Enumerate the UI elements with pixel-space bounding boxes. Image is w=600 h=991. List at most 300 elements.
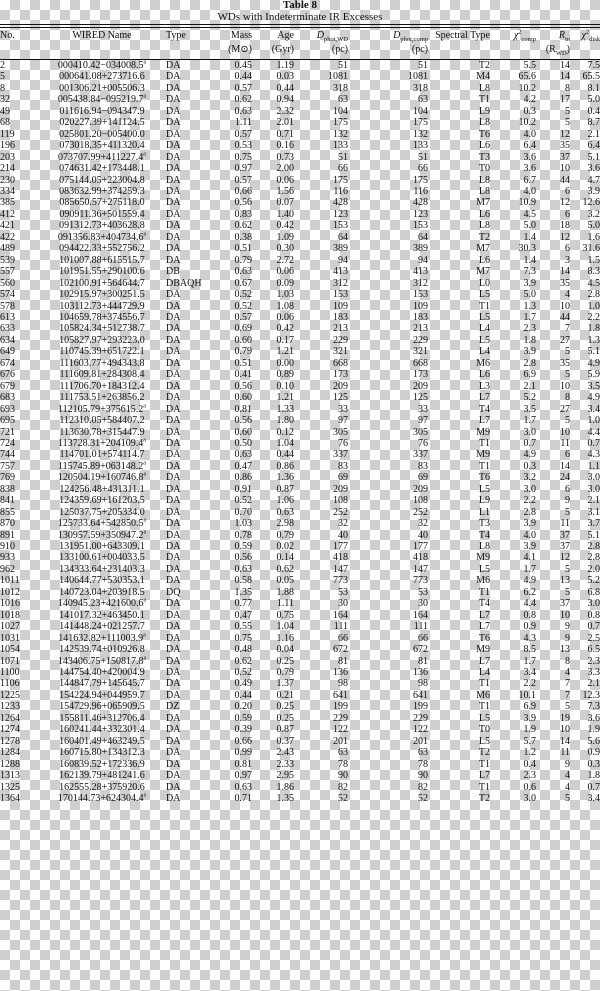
cell-rin (536, 255, 570, 266)
spec-value: M6 (476, 689, 490, 701)
cell-dwd (294, 575, 348, 586)
cell-type (166, 461, 208, 472)
cell-name (38, 209, 166, 220)
rin-value: 35 (560, 140, 570, 152)
cell-chid (570, 713, 600, 724)
dcomp-value: 209 (413, 483, 428, 495)
cell-name (38, 678, 166, 689)
table-row (0, 346, 600, 357)
cell-dcomp (348, 518, 428, 529)
table-row (0, 713, 600, 724)
cell-spec (428, 713, 490, 724)
rin-value: 37 (560, 529, 570, 541)
cell-chic (490, 60, 536, 72)
dcomp-value: 177 (413, 541, 428, 553)
rin-value: 10 (560, 724, 570, 736)
dwd-value: 97 (338, 415, 348, 427)
no-value: 838 (0, 483, 15, 495)
table-row (0, 747, 600, 758)
spec-value: L8 (478, 117, 490, 129)
cell-dwd (294, 633, 348, 644)
cell-name (38, 541, 166, 552)
chic-value: 1.7 (523, 311, 536, 323)
chidisk-superscript: 2 (585, 28, 590, 36)
age-value: 1.03 (276, 289, 294, 301)
rin-value: 8 (565, 392, 570, 404)
no-value: 119 (0, 128, 15, 140)
cell-chic (490, 575, 536, 586)
chid-value: 2.8 (587, 552, 600, 564)
cell-chid (570, 335, 600, 346)
chid-value: 5.2 (587, 575, 600, 587)
cell-type (166, 541, 208, 552)
dwd-value: 177 (333, 541, 348, 553)
cell-dwd (294, 484, 348, 495)
cell-dwd (294, 60, 348, 72)
cell-age (252, 392, 294, 403)
cell-age (252, 289, 294, 300)
cell-dcomp (348, 335, 428, 346)
cell-rin (536, 404, 570, 415)
dcomp-value: 312 (413, 277, 428, 289)
type-value: DA (166, 518, 181, 530)
no-value: 1264 (0, 712, 20, 724)
no-value: 1284 (0, 747, 20, 759)
cell-name (38, 793, 166, 804)
cell-mass (208, 507, 252, 518)
rin-unit-open: (R (545, 44, 556, 55)
age-value: 1.16 (276, 632, 294, 644)
cell-name (38, 495, 166, 506)
chic-value: 2.2 (523, 495, 536, 507)
cell-no (0, 197, 38, 208)
chic-value: 3.2 (523, 472, 536, 484)
chic-value: 5.0 (523, 220, 536, 232)
rin-value: 4 (565, 667, 570, 679)
cell-no (0, 323, 38, 334)
cell-spec (428, 323, 490, 334)
mass-value: 1.35 (234, 586, 252, 598)
mass-value: 0.60 (234, 392, 252, 404)
cell-mass (208, 484, 252, 495)
cell-chic (490, 289, 536, 300)
chic-value: 4.0 (523, 128, 536, 140)
cell-name (38, 507, 166, 518)
cell-chid (570, 747, 600, 758)
name-value: 091356.83+404734.6 (57, 231, 144, 243)
table-row (0, 484, 600, 495)
cell-chic (490, 163, 536, 174)
cell-age (252, 656, 294, 667)
cell-rin (536, 770, 570, 781)
cell-dwd (294, 289, 348, 300)
dcomp-value: 32 (418, 518, 428, 530)
dwd-value: 83 (338, 460, 348, 472)
chid-value: 3.0 (587, 483, 600, 495)
age-value: 1.33 (276, 403, 294, 415)
cell-chid (570, 541, 600, 552)
table-row (0, 782, 600, 793)
cell-chid (570, 461, 600, 472)
cell-rin (536, 621, 570, 632)
cell-dwd (294, 449, 348, 460)
cell-no (0, 461, 38, 472)
cell-chic (490, 415, 536, 426)
type-value: DA (166, 346, 181, 358)
name-value: 085650.57+275118.0 (59, 197, 145, 209)
chic-value: 1.7 (523, 415, 536, 427)
chid-value: 0.3 (587, 758, 600, 770)
cell-spec (428, 163, 490, 174)
dwd-value: 76 (338, 437, 348, 449)
cell-type (166, 404, 208, 415)
chic-value: 2.3 (523, 323, 536, 335)
rin-value: 14 (560, 71, 570, 83)
name-value: 102915.97+300251.5 (59, 289, 145, 301)
age-value: 0.87 (276, 724, 294, 736)
dwd-value: 1081 (328, 71, 348, 83)
mass-value: 0.99 (234, 747, 252, 759)
footnote-marker: a (143, 632, 146, 639)
cell-chid (570, 644, 600, 655)
cell-dwd (294, 186, 348, 197)
name-value: 160715.80+134312.3 (59, 747, 145, 759)
cell-chic (490, 449, 536, 460)
chid-value: 31.6 (582, 243, 600, 255)
rin-value: 13 (560, 575, 570, 587)
spec-value: T3 (478, 151, 490, 163)
type-value: DA (166, 163, 181, 175)
chic-value: 0.4 (523, 758, 536, 770)
cell-rin (536, 266, 570, 277)
cell-chic (490, 427, 536, 438)
cell-type (166, 587, 208, 598)
cell-dwd (294, 266, 348, 277)
name-value: 170144.73+624304.4 (57, 793, 144, 804)
cell-chid (570, 255, 600, 266)
footnote-marker: a (143, 598, 147, 604)
no-value: 933 (0, 552, 15, 564)
cell-dcomp (348, 186, 428, 197)
cell-dcomp (348, 644, 428, 655)
cell-dcomp (348, 633, 428, 644)
rin-value: 12 (560, 128, 570, 140)
cell-mass (208, 564, 252, 575)
no-value: 649 (0, 346, 15, 358)
cell-chic (490, 94, 536, 105)
cell-chid (570, 518, 600, 529)
cell-dcomp (348, 736, 428, 747)
cell-chic (490, 621, 536, 632)
cell-dwd (294, 163, 348, 174)
type-value: DA (166, 151, 181, 163)
cell-chic (490, 713, 536, 724)
mass-value: 0.97 (234, 163, 252, 175)
chicomp-symbol: χ (513, 30, 519, 41)
dwd-value: 173 (333, 369, 348, 381)
cell-name (38, 644, 166, 655)
cell-chid (570, 220, 600, 231)
dcomp-value: 229 (413, 334, 428, 346)
type-value: DA (166, 495, 181, 507)
rin-value: 5 (565, 586, 570, 598)
dwd-value: 51 (338, 151, 348, 163)
mass-value: 0.79 (234, 346, 252, 358)
dcomp-value: 175 (413, 174, 428, 186)
chic-value: 65.6 (518, 71, 536, 83)
type-value: DA (166, 575, 181, 587)
type-value: DA (166, 437, 181, 449)
cell-mass (208, 163, 252, 174)
no-value: 68 (0, 117, 10, 129)
dwd-value: 132 (333, 128, 348, 140)
cell-chid (570, 243, 600, 254)
chid-value: 3.6 (587, 163, 600, 175)
cell-mass (208, 415, 252, 426)
no-value: 2 (0, 60, 5, 71)
cell-no (0, 759, 38, 770)
cell-no (0, 209, 38, 220)
chid-value: 3.7 (587, 518, 600, 530)
cell-mass (208, 587, 252, 598)
mass-value: 0.77 (234, 598, 252, 610)
dcomp-value: 51 (418, 151, 428, 163)
cell-mass (208, 106, 252, 117)
dwd-value: 147 (333, 563, 348, 575)
cell-mass (208, 667, 252, 678)
no-value: 1233 (0, 701, 20, 713)
dcomp-value: 199 (413, 701, 428, 713)
table-row (0, 369, 600, 380)
dcomp-value: 104 (413, 105, 428, 117)
dcomp-value: 418 (413, 552, 428, 564)
cell-dwd (294, 209, 348, 220)
name-value: 162555.28+375920.6 (59, 781, 145, 793)
cell-name (38, 301, 166, 312)
header-units-row (0, 45, 600, 60)
name-value: 091312.73+403628.8 (59, 220, 145, 232)
mass-value: 0.57 (234, 174, 252, 186)
rin-value: 5 (565, 346, 570, 358)
name-value: 075144.05+223004.8 (59, 174, 145, 186)
rin-symbol: R (558, 30, 565, 41)
cell-dcomp (348, 724, 428, 735)
no-value: 230 (0, 174, 15, 186)
cell-dwd (294, 106, 348, 117)
age-value: 0.06 (276, 174, 294, 186)
chid-value: 2.1 (587, 495, 600, 507)
chic-value: 1.2 (523, 747, 536, 759)
cell-mass (208, 83, 252, 94)
cell-mass (208, 793, 252, 804)
cell-chic (490, 255, 536, 266)
no-value: 1027 (0, 621, 20, 633)
type-value: DA (166, 128, 181, 140)
cell-mass (208, 312, 252, 323)
chid-value: 0.7 (587, 437, 600, 449)
table-row (0, 106, 600, 117)
cell-dcomp (348, 175, 428, 186)
spec-value: L8 (478, 82, 490, 94)
cell-dwd (294, 713, 348, 724)
cell-age (252, 83, 294, 94)
chid-value: 3.0 (587, 598, 600, 610)
cell-no (0, 140, 38, 151)
cell-type (166, 323, 208, 334)
mass-value: 0.45 (234, 60, 252, 71)
chic-value: 0.8 (523, 609, 536, 621)
cell-chic (490, 518, 536, 529)
rin-value: 37 (560, 598, 570, 610)
dwd-value: 305 (333, 426, 348, 438)
dcomp-value: 175 (413, 117, 428, 129)
age-value: 1.21 (276, 392, 294, 404)
name-value: 124359.69+161203.5 (59, 495, 145, 507)
cell-no (0, 312, 38, 323)
cell-type (166, 678, 208, 689)
cell-dwd (294, 438, 348, 449)
dwd-value: 108 (333, 495, 348, 507)
name-value: 144754.40+420004.9 (59, 667, 145, 679)
type-value: DA (166, 380, 181, 392)
mass-value: 1.11 (234, 117, 252, 129)
cell-rin (536, 346, 570, 357)
cell-name (38, 152, 166, 163)
chic-value: 3.9 (523, 346, 536, 358)
cell-spec (428, 495, 490, 506)
chic-value: 2.2 (523, 678, 536, 690)
cell-mass (208, 472, 252, 483)
cell-dcomp (348, 94, 428, 105)
mass-value: 0.67 (234, 277, 252, 289)
chid-value: 5.0 (587, 220, 600, 232)
chic-value: 4.1 (523, 552, 536, 564)
cell-rin (536, 197, 570, 208)
no-value: 1288 (0, 758, 20, 770)
cell-dwd (294, 610, 348, 621)
dwd-value: 82 (338, 781, 348, 793)
no-value: 8 (0, 82, 5, 94)
spec-value: T1 (478, 437, 490, 449)
cell-dcomp (348, 152, 428, 163)
footnote-marker: a (143, 460, 146, 467)
cell-chic (490, 472, 536, 483)
spec-value: L5 (478, 311, 490, 323)
no-value: 557 (0, 266, 15, 278)
cell-rin (536, 793, 570, 804)
cell-chic (490, 186, 536, 197)
cell-rin (536, 232, 570, 243)
cell-spec (428, 83, 490, 94)
cell-rin (536, 759, 570, 770)
age-value: 0.63 (276, 506, 294, 518)
cell-dcomp (348, 323, 428, 334)
dcomp-value: 40 (418, 529, 428, 541)
dwd-value: 109 (333, 300, 348, 312)
no-value: 724 (0, 437, 15, 449)
cell-type (166, 427, 208, 438)
cell-dwd (294, 117, 348, 128)
chic-value: 2.3 (523, 770, 536, 782)
spec-value: M9 (476, 449, 490, 461)
dwd-value: 33 (338, 403, 348, 415)
cell-chic (490, 610, 536, 621)
rin-value: 10 (560, 163, 570, 175)
cell-dcomp (348, 71, 428, 82)
cell-chic (490, 209, 536, 220)
cell-age (252, 186, 294, 197)
dcomp-value: 428 (413, 197, 428, 209)
table-row (0, 289, 600, 300)
cell-type (166, 518, 208, 529)
mass-value: 0.66 (234, 185, 252, 197)
cell-dcomp (348, 713, 428, 724)
cell-rin (536, 747, 570, 758)
cell-rin (536, 278, 570, 289)
cell-chid (570, 232, 600, 243)
cell-name (38, 770, 166, 781)
cell-chid (570, 60, 600, 72)
rin-unit-close: ) (566, 44, 570, 55)
mass-value: 0.47 (234, 609, 252, 621)
rin-value: 12 (560, 552, 570, 564)
rin-value: 9 (565, 758, 570, 770)
spec-value: T1 (478, 94, 490, 106)
cell-chic (490, 747, 536, 758)
age-value: 0.06 (276, 266, 294, 278)
cell-rin (536, 71, 570, 82)
cell-spec (428, 667, 490, 678)
chidisk-subscript: disk (589, 36, 600, 43)
cell-mass (208, 610, 252, 621)
spec-value: L6 (478, 254, 490, 266)
dcomp-value: 213 (413, 323, 428, 335)
name-value: 160401.49+463249.5 (59, 735, 145, 747)
cell-spec (428, 106, 490, 117)
chic-value: 10.1 (518, 689, 536, 701)
cell-name (38, 278, 166, 289)
spec-value: T4 (478, 529, 490, 541)
spec-value: L7 (478, 770, 490, 782)
dwd-value: 116 (333, 185, 348, 197)
cell-dwd (294, 656, 348, 667)
cell-age (252, 232, 294, 243)
cell-dcomp (348, 266, 428, 277)
age-value: 2.32 (276, 105, 294, 117)
cell-chid (570, 495, 600, 506)
dwd-value: 52 (338, 793, 348, 804)
cell-dwd (294, 278, 348, 289)
dcomp-value: 83 (418, 460, 428, 472)
cell-type (166, 346, 208, 357)
name-value: 125037.75+205334.0 (59, 506, 145, 518)
spec-value: L5 (478, 483, 490, 495)
spec-value: M7 (476, 197, 490, 209)
type-value: DA (166, 724, 181, 736)
table-row (0, 427, 600, 438)
rin-value: 27 (560, 334, 570, 346)
mass-value: 0.50 (234, 437, 252, 449)
cell-age (252, 197, 294, 208)
spec-value: L8 (478, 185, 490, 197)
chid-value: 0.7 (587, 781, 600, 793)
cell-age (252, 793, 294, 804)
mass-value: 0.86 (234, 472, 252, 484)
name-value: 131951.00+643309.1 (59, 541, 145, 553)
spec-value: L7 (478, 621, 490, 633)
unit-rin (536, 45, 570, 60)
cell-spec (428, 404, 490, 415)
